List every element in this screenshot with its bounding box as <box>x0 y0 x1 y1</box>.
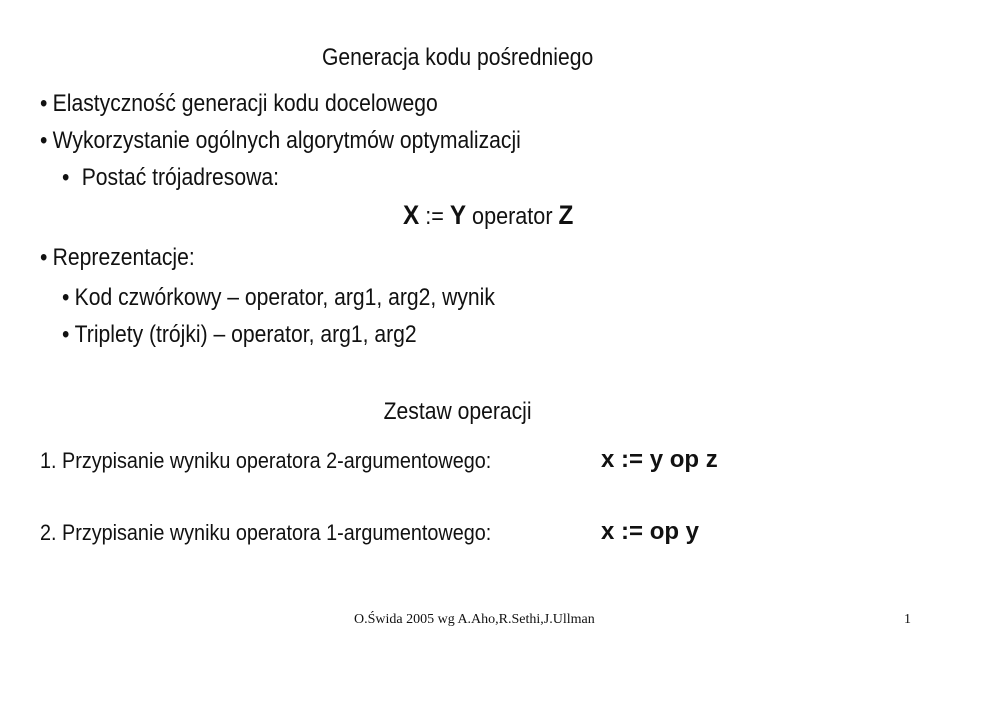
slide-title: Generacja kodu pośredniego <box>321 44 594 71</box>
representation-text: Kod czwórkowy – operator, arg1, arg2, wynik <box>74 284 495 311</box>
bullet-dot: • <box>62 164 70 191</box>
operation-1-formula: x := y op z <box>601 446 718 473</box>
bullet-item <box>40 244 195 272</box>
formula-operator: operator <box>472 203 553 230</box>
sub-bullet-item <box>62 321 417 349</box>
bullet-text: Wykorzystanie ogólnych algorytmów optymalizacji <box>52 127 521 154</box>
formula-assign: := <box>425 203 444 230</box>
operation-1-label: 1. Przypisanie wyniku operatora 2-argumentowego: <box>40 448 492 473</box>
representation-text: Triplety (trójki) – operator, arg1, arg2 <box>74 321 417 348</box>
formula-x: X <box>403 200 420 230</box>
bullet-dot: • <box>40 244 48 271</box>
sub-bullet-item <box>62 164 279 192</box>
bullet-dot: • <box>62 321 70 348</box>
sub-bullet-item <box>62 284 495 312</box>
representations-heading: Reprezentacje: <box>52 244 195 271</box>
bullet-dot: • <box>40 90 48 117</box>
bullet-item <box>40 127 521 155</box>
footer-credit: O.Świda 2005 wg A.Aho,R.Sethi,J.Ullman <box>354 612 595 627</box>
formula-y: Y <box>449 200 467 230</box>
bullet-text: Elastyczność generacji kodu docelowego <box>52 90 438 117</box>
bullet-dot: • <box>40 127 48 154</box>
sub-bullet-text: Postać trójadresowa: <box>81 164 279 191</box>
section-title: Zestaw operacji <box>383 398 532 425</box>
bullet-item <box>40 90 438 118</box>
formula-z: Z <box>558 200 574 230</box>
page-number: 1 <box>904 612 911 627</box>
bullet-dot: • <box>62 284 70 311</box>
three-address-formula <box>403 200 573 231</box>
operation-2-label: 2. Przypisanie wyniku operatora 1-argumentowego: <box>40 520 492 545</box>
operation-2-formula: x := op y <box>601 518 700 545</box>
